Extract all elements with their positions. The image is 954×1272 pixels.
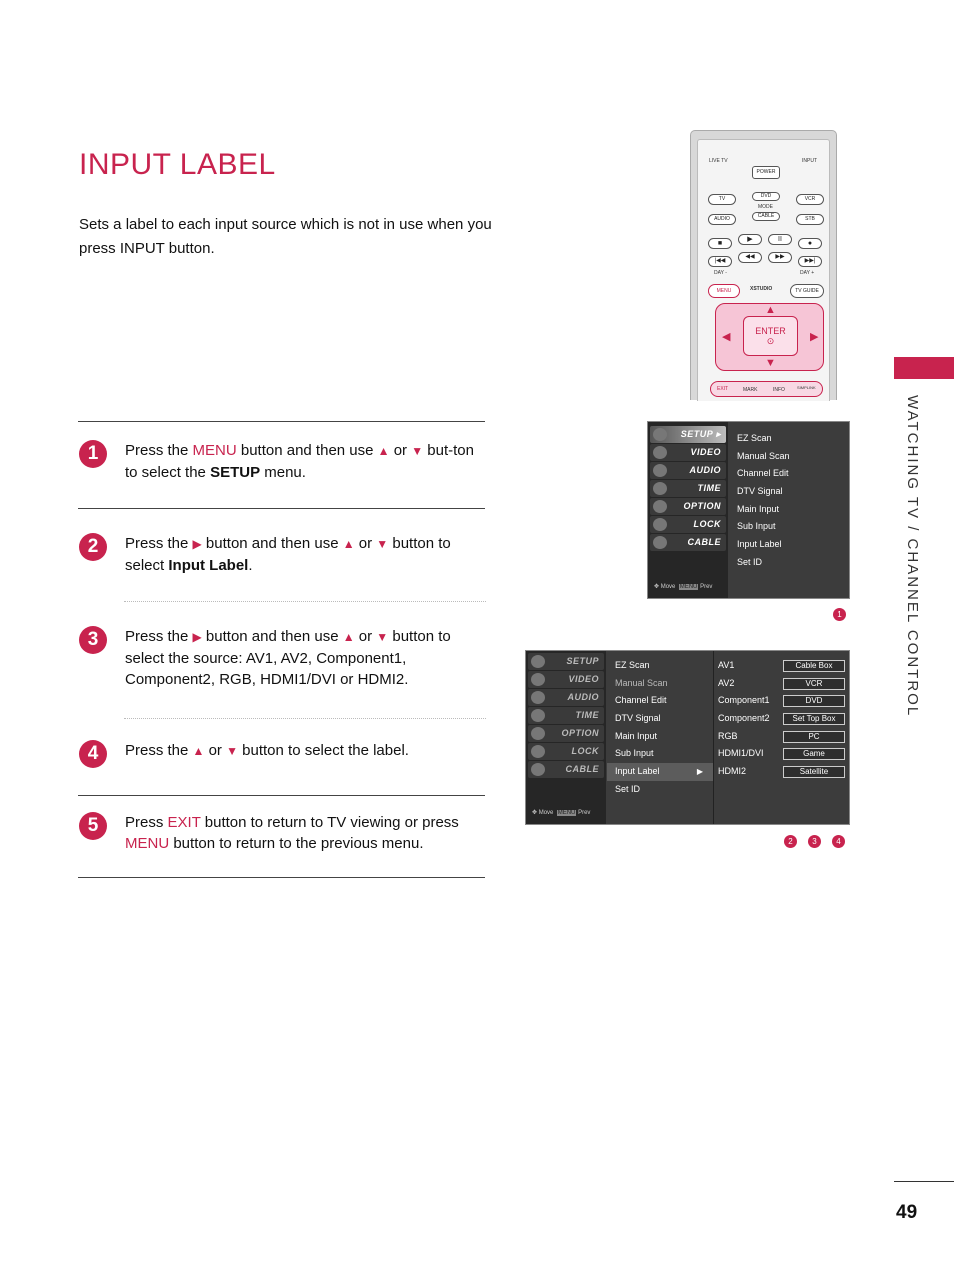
step-number: 4 [79,740,107,768]
menu-item-selected: Input Label ▶ [607,763,713,781]
menu-key-icon: MENU [557,810,576,816]
step-text: Press the ▶ button and then use ▲ or ▼ button to select Input Label. [125,535,451,574]
dotted-divider [124,718,486,719]
option-icon [653,500,667,513]
menu-item: Set ID [615,783,641,794]
tv-button: TV [708,194,736,205]
remote-body [697,139,830,401]
sidebar-item-option: OPTION [650,498,726,515]
live-tv-label: LIVE TV [709,158,728,164]
menu-item: EZ Scan [615,660,650,670]
skip-forward-button: ▶▶| [798,256,822,267]
time-icon [531,709,545,722]
sidebar-item-setup: SETUP [528,653,604,670]
simplink-button: SIMPLINK [797,385,816,390]
play-button: ▶ [738,234,762,245]
cable-icon [531,763,545,776]
section-tab [894,357,954,379]
down-arrow-icon: ▼ [765,357,776,369]
menu-button: MENU [708,284,740,298]
info-button: INFO [773,387,785,393]
step-number: 1 [79,440,107,468]
menu-item: DTV Signal [737,486,783,497]
move-icon: ✥ [654,584,660,590]
input-label: INPUT [802,158,817,164]
day-plus-label: DAY + [800,270,815,276]
menu-sidebar [648,422,728,598]
time-icon [653,482,667,495]
setup-menu-list [607,657,713,799]
input-label-menu-screen [525,650,850,825]
move-icon: ✥ [532,810,538,816]
divider [78,421,485,422]
menu-item: Main Input [737,503,780,514]
divider [78,508,485,509]
source-row: AV1 Cable Box [713,657,849,675]
page-title: INPUT LABEL [79,148,276,181]
sidebar-item-option: OPTION [528,725,604,742]
menu-item: Manual Scan [737,450,790,461]
menu-item: DTV Signal [615,713,661,724]
sidebar-item-video: VIDEO [528,671,604,688]
fast-forward-button: ▶▶ [768,252,792,263]
mode-label: MODE [758,204,773,210]
source-row: AV2 VCR [713,675,849,693]
tv-guide-button: TV GUIDE [790,284,824,298]
setup-icon [653,428,667,441]
record-button: ● [798,238,822,249]
menu-item: Sub Input [615,748,654,759]
lock-icon [531,745,545,758]
source-label-list [713,657,849,781]
audio-icon [531,691,545,704]
menu-footer: ✥ Move MENU Prev [532,810,591,816]
step-text: Press the ▲ or ▼ button to select the label. [125,742,409,759]
source-row: HDMI1/DVI Game [713,745,849,763]
source-row: HDMI2 Satellite [713,763,849,781]
divider [78,877,485,878]
xstudio-label: XSTUDIO [750,286,773,292]
menu-key-icon: MENU [679,584,698,590]
power-button: POWER [752,166,780,179]
up-arrow-icon: ▲ [765,304,776,316]
sidebar-item-audio: AUDIO [650,462,726,479]
left-arrow-icon: ◀ [722,331,731,343]
step-number: 3 [79,626,107,654]
step-number: 2 [79,533,107,561]
sidebar-item-time: TIME [528,707,604,724]
intro-text: Sets a label to each input source which is not in use when you press INPUT button. [79,216,492,257]
source-row: RGB PC [713,728,849,746]
option-icon [531,727,545,740]
exit-button: EXIT [717,386,729,392]
audio-button: AUDIO [708,214,736,225]
step-badge: 3 [808,835,821,848]
video-icon [531,673,545,686]
vcr-button: VCR [796,194,824,205]
source-row: Component2 Set Top Box [713,710,849,728]
right-arrow-icon: ▶ [810,331,819,343]
menu-item: Manual Scan [615,677,668,688]
menu-item: EZ Scan [737,433,772,443]
sidebar-item-lock: LOCK [650,516,726,533]
remote-control [690,130,837,400]
sidebar-item-cable: CABLE [650,534,726,551]
step-badge: 4 [832,835,845,848]
step-badge: 1 [833,608,846,621]
enter-button: ENTER ⊙ [743,316,798,356]
page-number-rule [894,1181,954,1182]
navigation-pad [715,303,824,371]
menu-item: Set ID [737,556,763,567]
sidebar-item-audio: AUDIO [528,689,604,706]
step-number: 5 [79,812,107,840]
stb-button: STB [796,214,824,225]
step-text: Press EXIT button to return to TV viewing or press MENU button to return to the previous menu. [125,814,459,852]
step-text: Press the ▶ button and then use ▲ or ▼ button to select the source: AV1, AV2, Component1, Component2, RGB, HDMI1/DVI or HDMI2. [125,628,451,688]
cable-icon [653,536,667,549]
skip-back-button: |◀◀ [708,256,732,267]
section-label: WATCHING TV / CHANNEL CONTROL [904,395,921,718]
menu-item: Sub Input [737,521,776,532]
bottom-button-row [710,381,823,397]
mark-button: MARK [743,387,758,393]
menu-item: Channel Edit [737,468,789,479]
divider [78,795,485,796]
sidebar-item-time: TIME [650,480,726,497]
setup-menu-list [729,430,849,572]
step-badge: 2 [784,835,797,848]
page-number: 49 [896,1202,918,1223]
pause-button: II [768,234,792,245]
sidebar-item-cable: CABLE [528,761,604,778]
dvd-button: DVD [752,192,780,201]
step-text: Press the MENU button and then use ▲ or ▼ but-ton to select the SETUP menu. [125,442,474,481]
dotted-divider [124,601,486,602]
day-minus-label: DAY - [714,270,727,276]
menu-item: Input Label [737,539,782,550]
menu-item: Channel Edit [615,695,667,706]
menu-sidebar [526,651,606,824]
lock-icon [653,518,667,531]
menu-footer: ✥ Move MENU Prev [654,584,713,590]
audio-icon [653,464,667,477]
stop-button: ■ [708,238,732,249]
video-icon [653,446,667,459]
menu-item: Main Input [615,730,658,741]
rewind-button: ◀◀ [738,252,762,263]
sidebar-item-setup: SETUP ▸ [650,426,726,443]
sidebar-item-lock: LOCK [528,743,604,760]
source-row: Component1 DVD [713,692,849,710]
cable-button: CABLE [752,212,780,221]
setup-icon [531,655,545,668]
sidebar-item-video: VIDEO [650,444,726,461]
setup-menu-screen [647,421,850,599]
